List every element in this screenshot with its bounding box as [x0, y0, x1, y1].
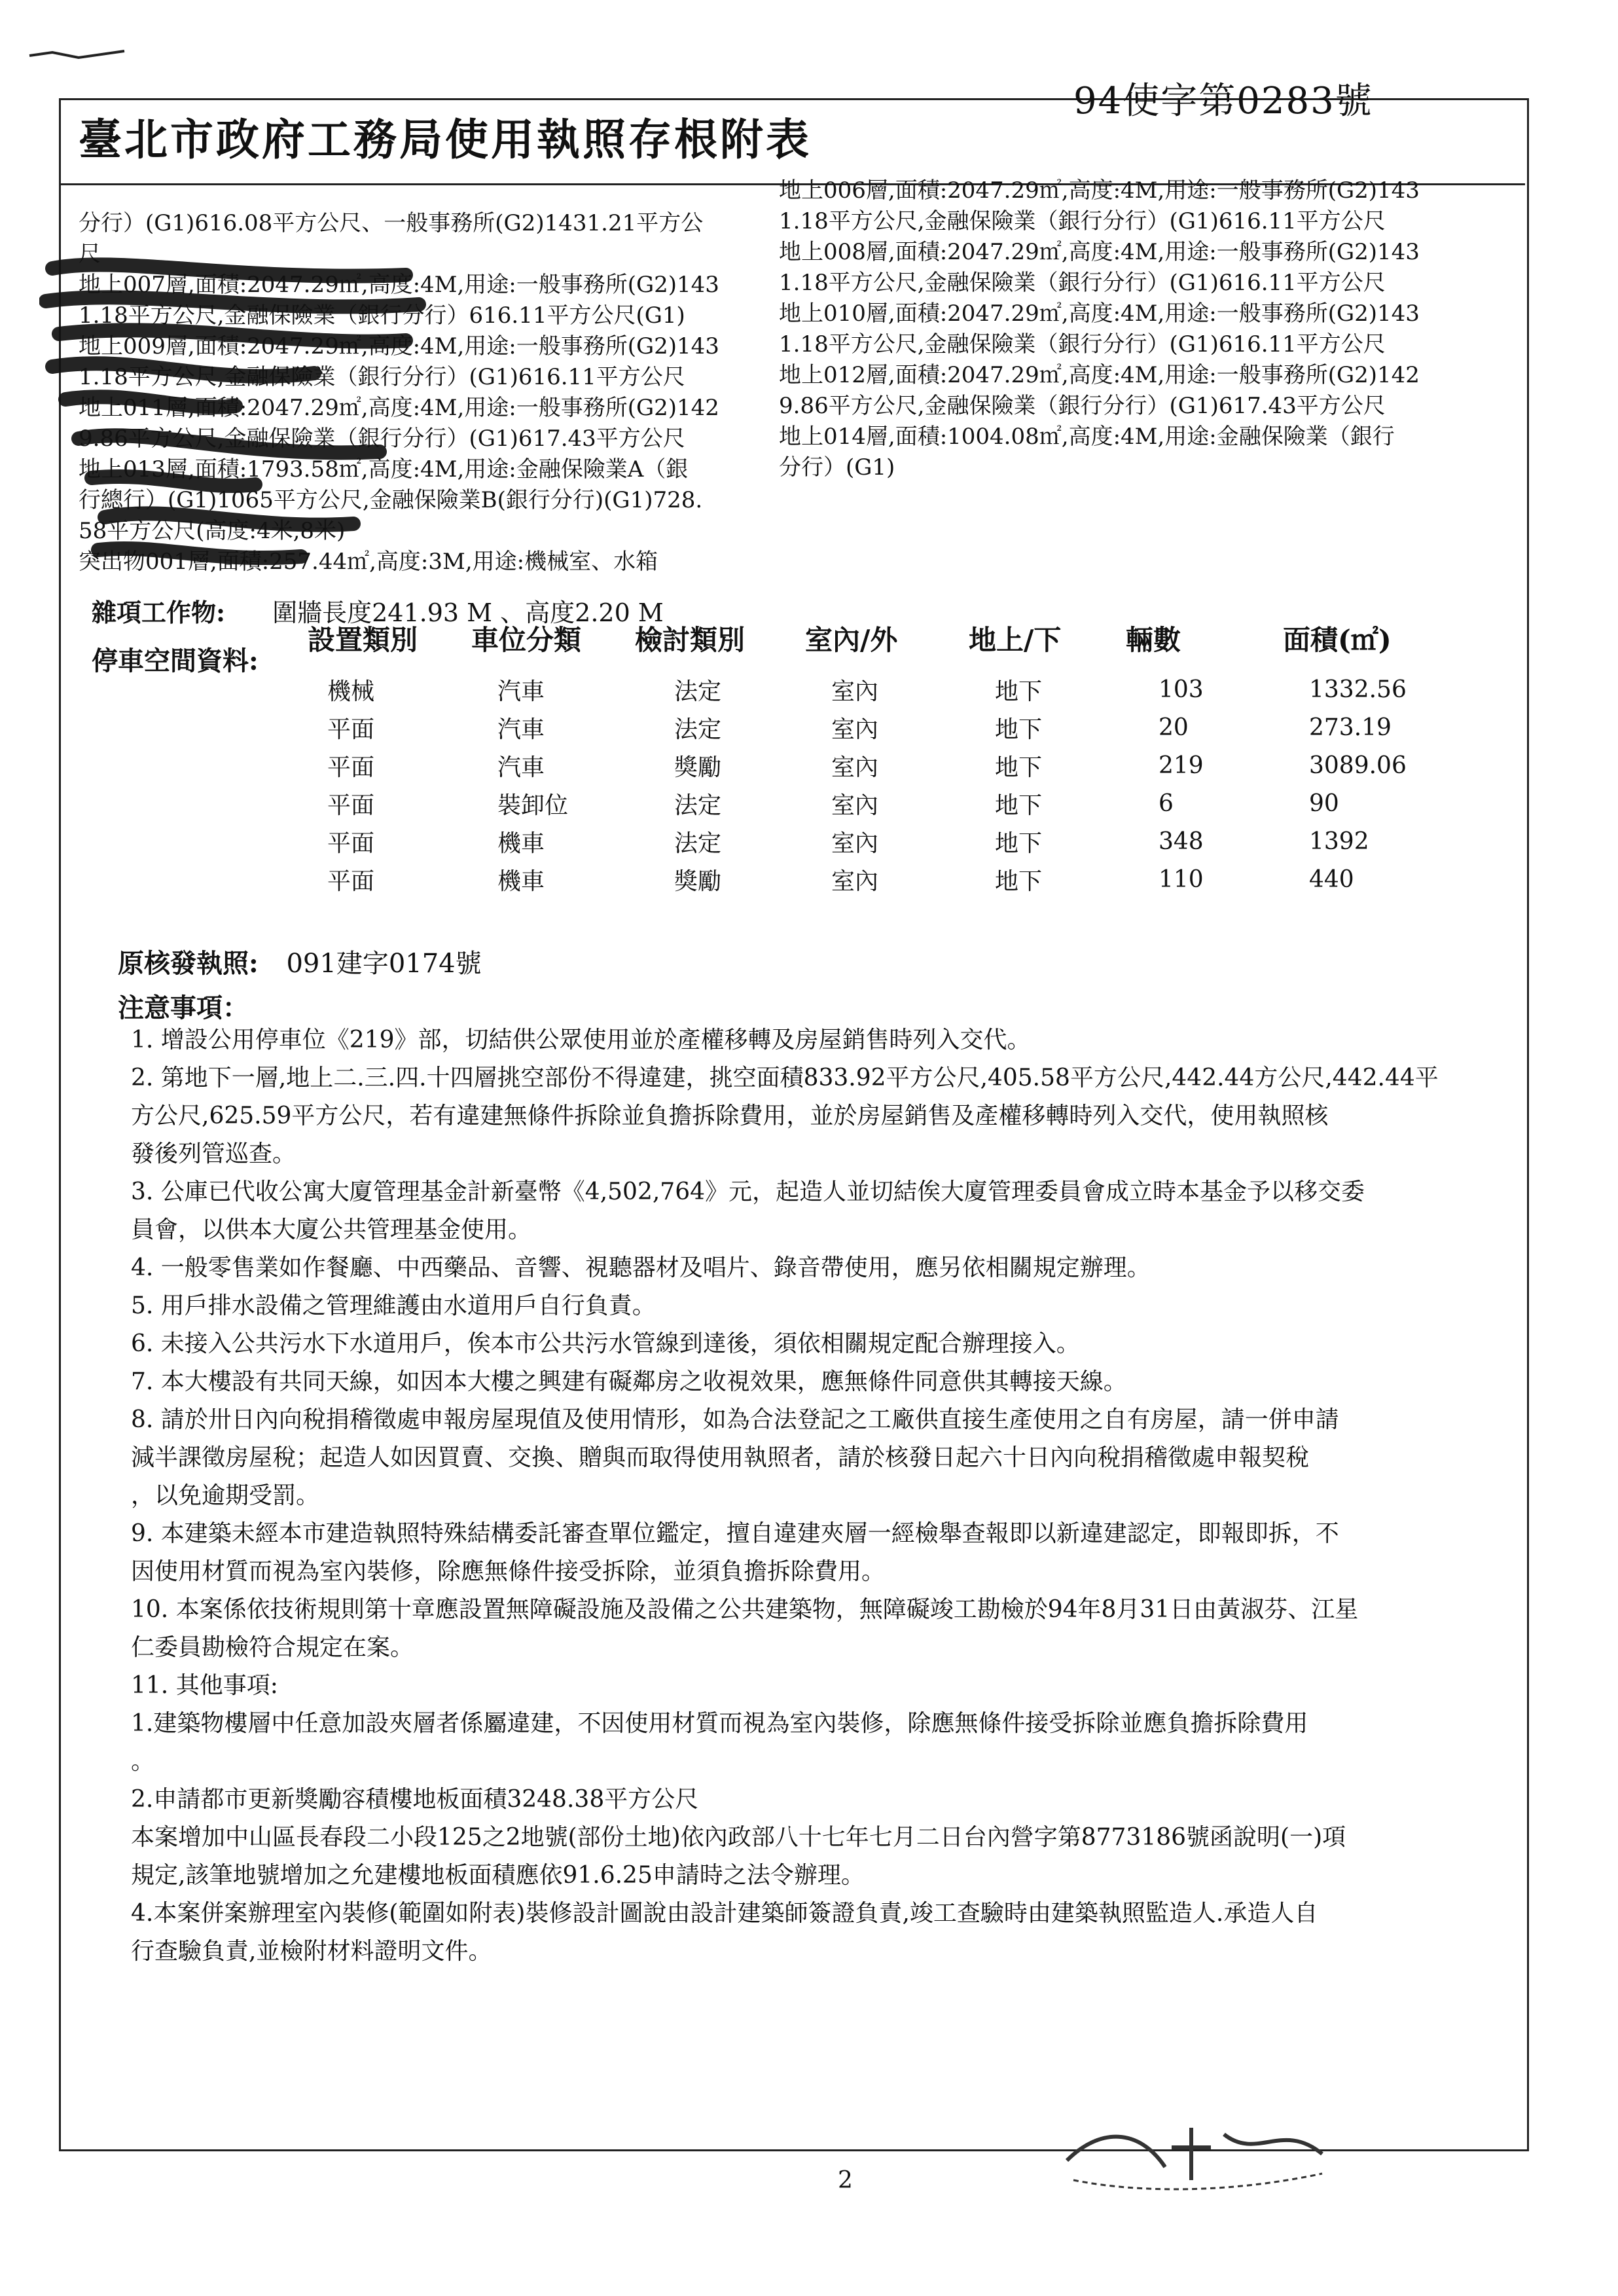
floor-line: 地上010層,面積:2047.29㎡,高度:4M,用途:一般事務所(G2)143	[779, 301, 1420, 327]
cell: 地下	[995, 829, 1043, 857]
floor-line: 9.86平方公尺,金融保險業（銀行分行）(G1)617.43平方公尺	[79, 426, 685, 452]
note-line: 3. 公庫已代收公寓大廈管理基金計新臺幣《4,502,764》元，起造人並切結俟大廈管理委員會成立時本基金予以移交委	[131, 1178, 1365, 1205]
cell: 裝卸位	[497, 792, 569, 819]
floor-line: 1.18平方公尺,金融保險業（銀行分行）616.11平方公尺(G1)	[79, 302, 685, 329]
note-line: 11. 其他事項:	[131, 1672, 278, 1699]
floor-line: 1.18平方公尺,金融保險業（銀行分行）(G1)616.11平方公尺	[779, 331, 1386, 357]
floor-line: 9.86平方公尺,金融保險業（銀行分行）(G1)617.43平方公尺	[779, 393, 1386, 419]
cell: 汽車	[497, 716, 545, 743]
cell: 汽車	[497, 678, 545, 705]
table-row	[308, 784, 1414, 822]
stamp-mark	[1060, 2108, 1335, 2200]
cell: 1332.56	[1309, 676, 1407, 703]
floor-line: 地上006層,面積:2047.29㎡,高度:4M,用途:一般事務所(G2)143	[779, 177, 1420, 204]
cell: 20	[1159, 714, 1189, 741]
cell: 平面	[327, 867, 375, 895]
note-line: 7. 本大樓設有共同天線，如因本大樓之興建有礙鄰房之收視效果，應無條件同意供其轉接天線。	[131, 1368, 1127, 1395]
header-cell: 面積(㎡)	[1283, 624, 1392, 656]
table-row	[308, 670, 1414, 708]
floor-line: 地上007層,面積:2047.29㎡,高度:4M,用途:一般事務所(G2)143	[79, 272, 719, 298]
note-line: 4. 一般零售業如作餐廳、中西藥品、音響、視聽器材及唱片、錄音帶使用，應另依相關規定辦理。	[131, 1254, 1151, 1281]
note-line: 2. 第地下一層,地上二.三.四.十四層挑空部份不得違建，挑空面積833.92平方公尺,405.58平方公尺,442.44方公尺,442.44平	[131, 1065, 1439, 1091]
header-cell: 設置類別	[308, 624, 418, 656]
cell: 機車	[497, 867, 545, 895]
cell: 獎勵	[674, 754, 722, 781]
parking-header-row	[308, 615, 1414, 670]
floor-line: 1.18平方公尺,金融保險業（銀行分行）(G1)616.11平方公尺	[79, 364, 685, 390]
parking-label: 停車空間資料:	[92, 646, 259, 676]
document-title: 臺北市政府工務局使用執照存根附表	[79, 114, 812, 165]
cell: 室內	[831, 867, 879, 895]
misc-label: 雜項工作物:	[92, 598, 226, 627]
floor-line: 地上011層,面積:2047.29㎡,高度:4M,用途:一般事務所(G2)142	[79, 395, 719, 421]
misc-value: 圍牆長度241.93 M 、高度2.20 M	[272, 598, 664, 627]
cell: 440	[1309, 866, 1354, 893]
header-cell: 室內/外	[805, 624, 898, 656]
floor-line: 行總行）(G1)1065平方公尺,金融保險業B(銀行分行)(G1)728.	[79, 487, 703, 513]
floor-line: 1.18平方公尺,金融保險業（銀行分行）(G1)616.11平方公尺	[779, 208, 1386, 234]
header-cell: 地上/下	[969, 624, 1062, 656]
cell: 室內	[831, 678, 879, 705]
table-row	[308, 860, 1414, 898]
cell: 平面	[327, 792, 375, 819]
cell: 地下	[995, 716, 1043, 743]
note-line: 4.本案併案辦理室內裝修(範圍如附表)裝修設計圖說由設計建築師簽證負責,竣工查驗時由建築執照監造人.承造人自	[131, 1900, 1318, 1927]
note-line: 員會，以供本大廈公共管理基金使用。	[131, 1216, 532, 1243]
cell: 3089.06	[1309, 752, 1407, 779]
cell: 平面	[327, 754, 375, 781]
cell: 6	[1159, 790, 1174, 817]
permit-number: 94使字第0283號	[1073, 80, 1373, 122]
cell: 地下	[995, 754, 1043, 781]
cell: 平面	[327, 829, 375, 857]
floor-line: 地上009層,面積:2047.29㎡,高度:4M,用途:一般事務所(G2)143	[79, 333, 719, 359]
note-line: 8. 請於卅日內向稅捐稽徵處申報房屋現值及使用情形，如為合法登記之工廠供直接生產使用之自有房屋，請一併申請	[131, 1406, 1339, 1433]
header-cell: 車位分類	[471, 624, 582, 656]
cell: 法定	[674, 716, 722, 743]
floor-line: 地上008層,面積:2047.29㎡,高度:4M,用途:一般事務所(G2)143	[779, 239, 1420, 265]
cell: 室內	[831, 829, 879, 857]
note-line: 方公尺,625.59平方公尺，若有違建無條件拆除並負擔拆除費用，並於房屋銷售及產權移轉時列入交代，使用執照核	[131, 1102, 1329, 1129]
cell: 地下	[995, 678, 1043, 705]
cell: 法定	[674, 829, 722, 857]
original-permit	[118, 943, 482, 980]
cell: 獎勵	[674, 867, 722, 895]
table-row	[308, 746, 1414, 784]
header-cell: 輛數	[1126, 624, 1181, 656]
cell: 90	[1309, 790, 1339, 817]
cell: 348	[1159, 828, 1204, 855]
cell: 1392	[1309, 828, 1369, 855]
floor-line: 地上013層,面積:1793.58㎡,高度:4M,用途:金融保險業A（銀	[79, 456, 689, 483]
note-line: 減半課徵房屋稅；起造人如因買賣、交換、贈與而取得使用執照者，請於核發日起六十日內向稅捐稽徵處申報契稅	[131, 1444, 1310, 1471]
cell: 110	[1159, 866, 1204, 893]
note-line: 行查驗負責,並檢附材料證明文件。	[131, 1938, 492, 1965]
note-line: 1. 增設公用停車位《219》部，切結供公眾使用並於產權移轉及房屋銷售時列入交代。	[131, 1027, 1031, 1053]
cell: 地下	[995, 792, 1043, 819]
cell: 機車	[497, 829, 545, 857]
floor-line: 地上012層,面積:2047.29㎡,高度:4M,用途:一般事務所(G2)142	[779, 362, 1420, 388]
cell: 103	[1159, 676, 1204, 703]
original-permit-label: 原核發執照:	[118, 948, 259, 979]
floor-line: 分行）(G1)	[779, 454, 895, 481]
note-line: 因使用材質而視為室內裝修，除應無條件接受拆除，並須負擔拆除費用。	[131, 1558, 886, 1585]
note-line: 仁委員勘檢符合規定在案。	[131, 1634, 414, 1661]
table-row	[308, 822, 1414, 860]
note-line: 本案增加中山區長春段二小段125之2地號(部份土地)依內政部八十七年七月二日台內營字第8773186號函說明(一)項	[131, 1824, 1346, 1851]
table-row	[308, 708, 1414, 746]
cell: 室內	[831, 754, 879, 781]
cell: 室內	[831, 792, 879, 819]
note-line: 9. 本建築未經本市建造執照特殊結構委託審查單位鑑定，擅自違建夾層一經檢舉查報即以新違建認定，即報即拆，不	[131, 1520, 1339, 1547]
floor-line: 58平方公尺(高度:4米,8米)	[79, 518, 346, 544]
note-line: 5. 用戶排水設備之管理維護由水道用戶自行負責。	[131, 1292, 656, 1319]
cell: 273.19	[1309, 714, 1392, 741]
cell: 219	[1159, 752, 1204, 779]
cell: 機械	[327, 678, 375, 705]
cell: 平面	[327, 716, 375, 743]
note-line: 發後列管巡查。	[131, 1140, 297, 1167]
page-number: 2	[838, 2167, 853, 2194]
redaction-scribble	[39, 242, 432, 583]
original-permit-value: 091建字0174號	[286, 949, 482, 979]
floor-line: 1.18平方公尺,金融保險業（銀行分行）(G1)616.11平方公尺	[779, 270, 1386, 296]
cell: 法定	[674, 678, 722, 705]
floor-list-right	[779, 175, 1420, 483]
floor-line: 地上014層,面積:1004.08㎡,高度:4M,用途:金融保險業（銀行	[779, 424, 1395, 450]
note-line: 6. 未接入公共污水下水道用戶，俟本市公共污水管線到達後，須依相關規定配合辦理接入。	[131, 1330, 1080, 1357]
header-cell: 檢討類別	[635, 624, 746, 656]
cell: 法定	[674, 792, 722, 819]
note-line: ，以免逾期受罰。	[131, 1482, 320, 1509]
note-line: 。	[131, 1748, 155, 1775]
parking-table	[308, 615, 1414, 898]
margin-mark	[26, 39, 131, 65]
note-line: 10. 本案係依技術規則第十章應設置無障礙設施及設備之公共建築物，無障礙竣工勘檢於94年8月31日由黃淑芬、江星	[131, 1596, 1359, 1623]
note-line: 2.申請都市更新獎勵容積樓地板面積3248.38平方公尺	[131, 1786, 699, 1813]
floor-line: 突出物001層,面積:257.44㎡,高度:3M,用途:機械室、水箱	[79, 549, 658, 575]
floor-line: 尺	[79, 241, 101, 267]
note-line: 規定,該筆地號增加之允建樓地板面積應依91.6.25申請時之法令辦理。	[131, 1862, 865, 1889]
cell: 汽車	[497, 754, 545, 781]
notes-title: 注意事項：	[118, 993, 249, 1023]
floor-line: 分行）(G1)616.08平方公尺、一般事務所(G2)1431.21平方公	[79, 210, 704, 236]
notes-list	[131, 1021, 1525, 1971]
note-line: 1.建築物樓層中任意加設夾層者係屬違建，不因使用材質而視為室內裝修，除應無條件接受拆除並應負擔拆除費用	[131, 1710, 1308, 1737]
cell: 地下	[995, 867, 1043, 895]
cell: 室內	[831, 716, 879, 743]
